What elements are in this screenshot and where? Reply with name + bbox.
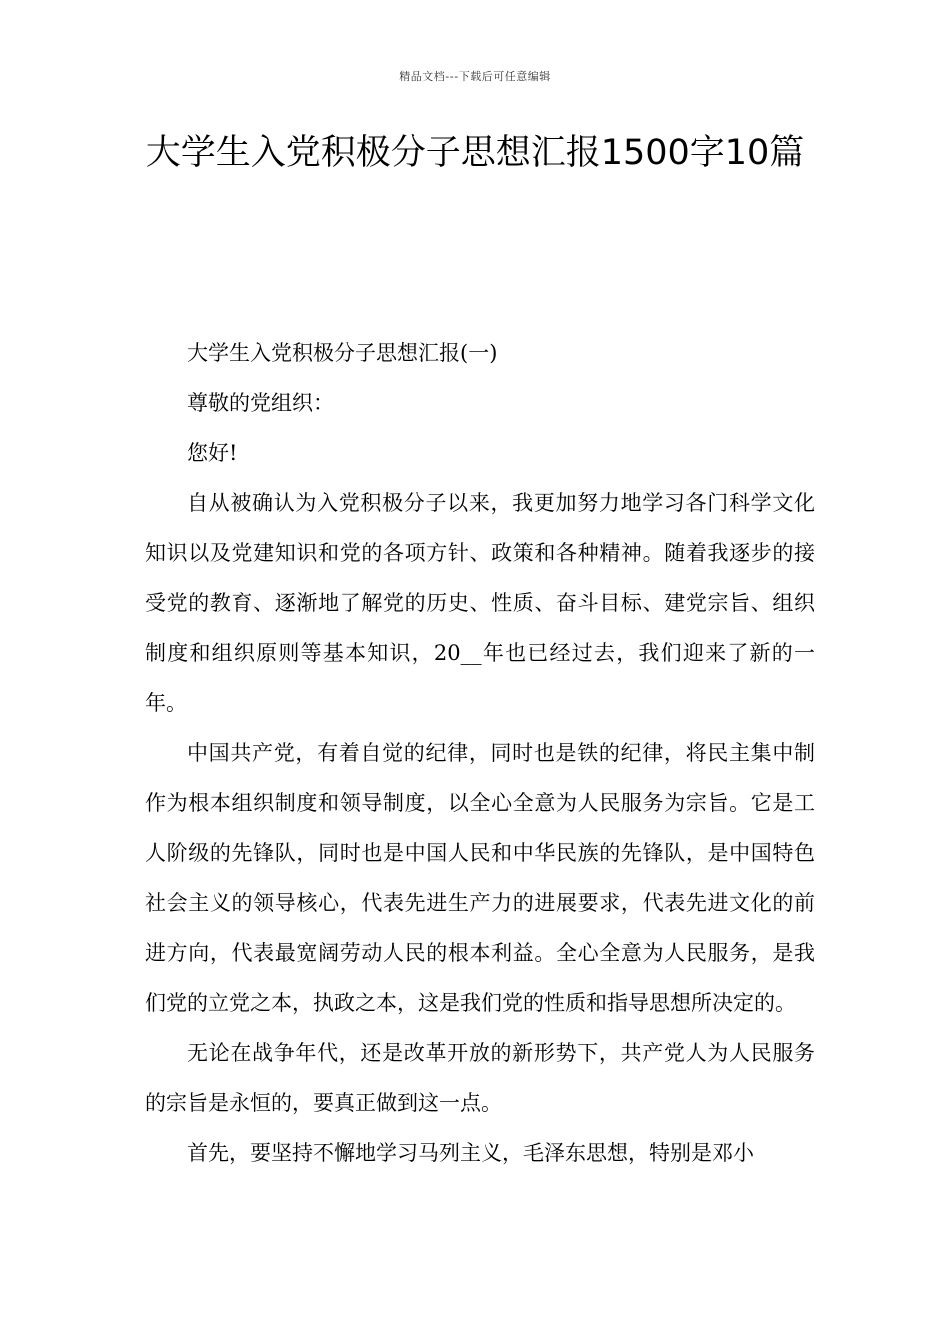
header-note: 精品文档---下载后可任意编辑 xyxy=(399,70,551,83)
section-heading: 大学生入党积极分子思想汇报(一) xyxy=(187,341,498,365)
body-paragraph: 自从被确认为入党积极分子以来，我更加努力地学习各门科学文化知识以及党建知识和党的各项方针、政策和各种精神。随着我逐步的接受党的教育、逐渐地了解党的历史、性质、奋斗目标、建党宗旨、组织制度和组织原则等基本知识，20__年也已经过去，我们迎来了新的一年。 xyxy=(145,491,815,715)
document-body xyxy=(145,328,815,1178)
salutation: 尊敬的党组织： xyxy=(187,391,334,415)
greeting: 您好! xyxy=(187,441,238,465)
body-paragraph: 无论在战争年代，还是改革开放的新形势下，共产党人为人民服务的宗旨是永恒的，要真正做到这一点。 xyxy=(145,1041,815,1115)
document-title: 大学生入党积极分子思想汇报1500字10篇 xyxy=(145,133,805,173)
body-paragraph: 中国共产党，有着自觉的纪律，同时也是铁的纪律，将民主集中制作为根本组织制度和领导制度，以全心全意为人民服务为宗旨。它是工人阶级的先锋队，同时也是中国人民和中华民族的先锋队，是中国特色社会主义的领导核心，代表先进生产力的进展要求，代表先进文化的前进方向，代表最宽阔劳动人民的根本利益。全心全意为人民服务，是我们党的立党之本，执政之本，这是我们党的性质和指导思想所决定的。 xyxy=(145,741,815,1015)
body-paragraph: 首先，要坚持不懈地学习马列主义，毛泽东思想，特别是邓小 xyxy=(187,1141,754,1165)
